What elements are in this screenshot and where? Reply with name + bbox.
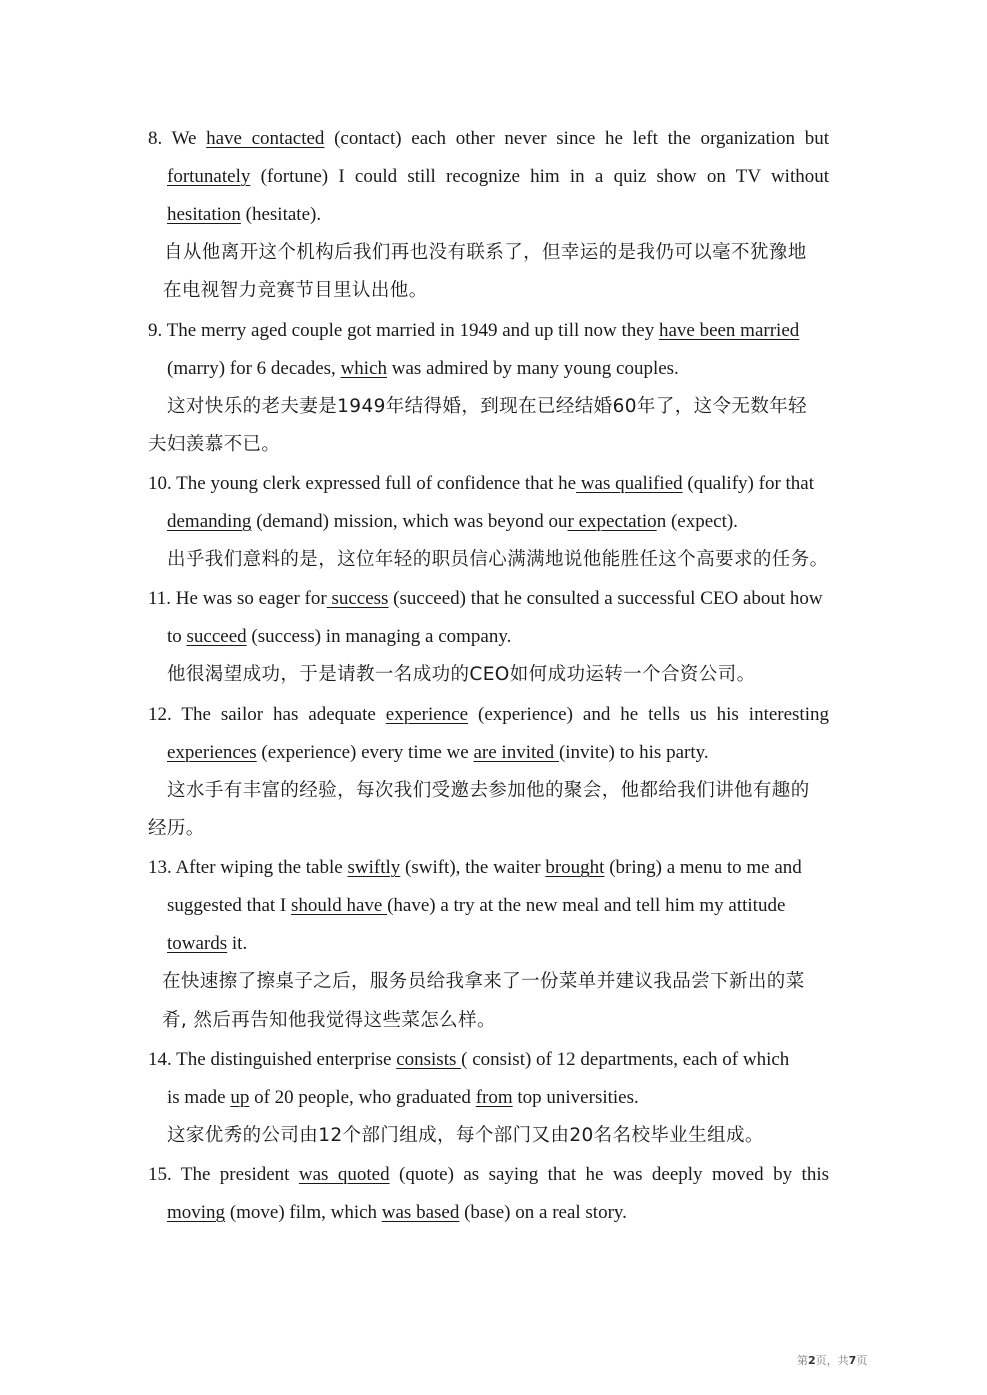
answer-blank: have been married xyxy=(658,320,800,341)
text-segment: (experience) and he tells us his interesting xyxy=(468,704,829,725)
sentence-line xyxy=(148,318,799,344)
sentence-line xyxy=(167,624,511,650)
text-segment: (marry) for 6 decades, xyxy=(167,358,341,379)
answer-blank: demanding xyxy=(167,511,252,532)
text-segment: 这家优秀的公司由12个部门组成，每个部门又由20名名校毕业生组成。 xyxy=(167,1125,764,1146)
text-segment: 经历。 xyxy=(148,818,205,839)
footer-total-pages: 7 xyxy=(848,1354,857,1367)
answer-blank: are invited xyxy=(473,742,559,763)
text-segment: (succeed) that he consulted a successful CEO about how xyxy=(388,588,823,609)
text-segment: (swift), the waiter xyxy=(400,857,546,878)
sentence-line xyxy=(167,740,709,766)
answer-blank: success xyxy=(326,588,389,609)
answer-blank: was qualified xyxy=(576,473,683,494)
sentence-line xyxy=(167,1085,639,1111)
text-segment: (demand) mission, which was beyond ou xyxy=(251,511,568,532)
translation-line xyxy=(163,278,428,304)
answer-blank: have contacted xyxy=(206,128,325,149)
text-segment: (fortune) I could still recognize him in a quiz show on TV without xyxy=(250,166,829,187)
page-footer xyxy=(797,1352,867,1368)
text-segment: 在电视智力竞赛节目里认出他。 xyxy=(163,280,428,301)
text-segment: to xyxy=(167,626,187,647)
sentence-line xyxy=(148,471,814,497)
text-segment: (contact) each other never since he left the organization but xyxy=(324,128,829,149)
text-segment: 他很渴望成功，于是请教一名成功的CEO如何成功运转一个合资公司。 xyxy=(167,664,756,685)
translation-line xyxy=(167,778,810,804)
answer-blank: was based xyxy=(381,1202,460,1223)
translation-line xyxy=(162,1008,496,1034)
sentence-line xyxy=(148,586,823,612)
answer-blank: experiences xyxy=(167,742,257,763)
text-segment: 夫妇羡慕不已。 xyxy=(148,434,281,455)
text-segment: (move) film, which xyxy=(225,1202,382,1223)
answer-blank: succeed xyxy=(186,626,247,647)
text-segment: 11. He was so eager for xyxy=(148,588,327,609)
sentence-line xyxy=(148,126,829,152)
text-segment: is made xyxy=(167,1087,231,1108)
translation-line xyxy=(164,240,807,266)
sentence-line xyxy=(167,1200,627,1226)
text-segment: 10. The young clerk expressed full of confidence that he xyxy=(148,473,577,494)
text-segment: 15. The president xyxy=(148,1164,299,1185)
text-segment: 13. After wiping the table xyxy=(148,857,348,878)
answer-blank: brought xyxy=(545,857,605,878)
sentence-line xyxy=(148,702,829,728)
text-segment: (invite) to his party. xyxy=(558,742,709,763)
sentence-line xyxy=(167,202,321,228)
text-segment: 14. The distinguished enterprise xyxy=(148,1049,397,1070)
footer-middle: 页，共 xyxy=(815,1354,849,1367)
text-segment: top universities. xyxy=(512,1087,639,1108)
answer-blank: hesitation xyxy=(167,204,241,225)
text-segment: 9. The merry aged couple got married in 1949 and up till now they xyxy=(148,320,659,341)
text-segment: 这水手有丰富的经验，每次我们受邀去参加他的聚会，他都给我们讲他有趣的 xyxy=(167,780,810,801)
sentence-line xyxy=(167,893,785,919)
answer-blank: moving xyxy=(167,1202,226,1223)
answer-blank: consists xyxy=(396,1049,462,1070)
answer-blank: up xyxy=(230,1087,250,1108)
text-segment: (bring) a menu to me and xyxy=(604,857,802,878)
footer-prefix: 第 xyxy=(797,1354,808,1367)
text-segment: (have) a try at the new meal and tell him my attitude xyxy=(387,895,786,916)
sentence-line xyxy=(148,1047,789,1073)
answer-blank: should have xyxy=(291,895,388,916)
text-segment: ( consist) of 12 departments, each of which xyxy=(461,1049,790,1070)
answer-blank: r expectatio xyxy=(567,511,657,532)
footer-suffix: 页 xyxy=(856,1354,868,1367)
text-segment: n (expect). xyxy=(656,511,738,532)
translation-line xyxy=(167,547,829,573)
text-segment: 在快速擦了擦桌子之后，服务员给我拿来了一份菜单并建议我品尝下新出的菜 xyxy=(162,971,805,992)
sentence-line xyxy=(167,164,829,190)
text-segment: (qualify) for that xyxy=(682,473,815,494)
text-segment: (base) on a real story. xyxy=(459,1202,627,1223)
answer-blank: was quoted xyxy=(298,1164,390,1185)
sentence-line xyxy=(148,1162,829,1188)
translation-line xyxy=(167,662,755,688)
text-segment: it. xyxy=(227,933,248,954)
answer-blank: swiftly xyxy=(347,857,401,878)
text-segment: 肴, 然后再告知他我觉得这些菜怎么样。 xyxy=(162,1010,496,1031)
translation-line xyxy=(148,432,280,458)
answer-blank: fortunately xyxy=(167,166,251,187)
text-segment: 这对快乐的老夫妻是1949年结得婚，到现在已经结婚60年了，这令无数年轻 xyxy=(167,396,808,417)
text-segment: was admired by many young couples. xyxy=(387,358,679,379)
answer-blank: experience xyxy=(385,704,469,725)
text-segment: 出乎我们意料的是，这位年轻的职员信心满满地说他能胜任这个高要求的任务。 xyxy=(167,549,829,570)
translation-line xyxy=(167,394,807,420)
answer-blank: towards xyxy=(167,933,228,954)
text-segment: (quote) as saying that he was deeply moved by this xyxy=(389,1164,829,1185)
text-segment: 12. The sailor has adequate xyxy=(148,704,386,725)
sentence-line xyxy=(167,509,738,535)
text-segment: (success) in managing a company. xyxy=(246,626,512,647)
translation-line xyxy=(162,969,805,995)
translation-line xyxy=(148,816,205,842)
footer-page-number: 2 xyxy=(808,1354,816,1367)
text-segment: suggested that I xyxy=(167,895,292,916)
sentence-line xyxy=(167,356,679,382)
sentence-line xyxy=(167,931,247,957)
text-segment: (hesitate). xyxy=(240,204,322,225)
translation-line xyxy=(167,1123,764,1149)
text-segment: (experience) every time we xyxy=(256,742,474,763)
text-segment: of 20 people, who graduated xyxy=(249,1087,476,1108)
text-segment: 自从他离开这个机构后我们再也没有联系了，但幸运的是我仍可以毫不犹豫地 xyxy=(164,242,807,263)
text-segment: 8. We xyxy=(148,128,207,149)
answer-blank: which xyxy=(340,358,387,379)
sentence-line xyxy=(148,855,802,881)
answer-blank: from xyxy=(475,1087,513,1108)
